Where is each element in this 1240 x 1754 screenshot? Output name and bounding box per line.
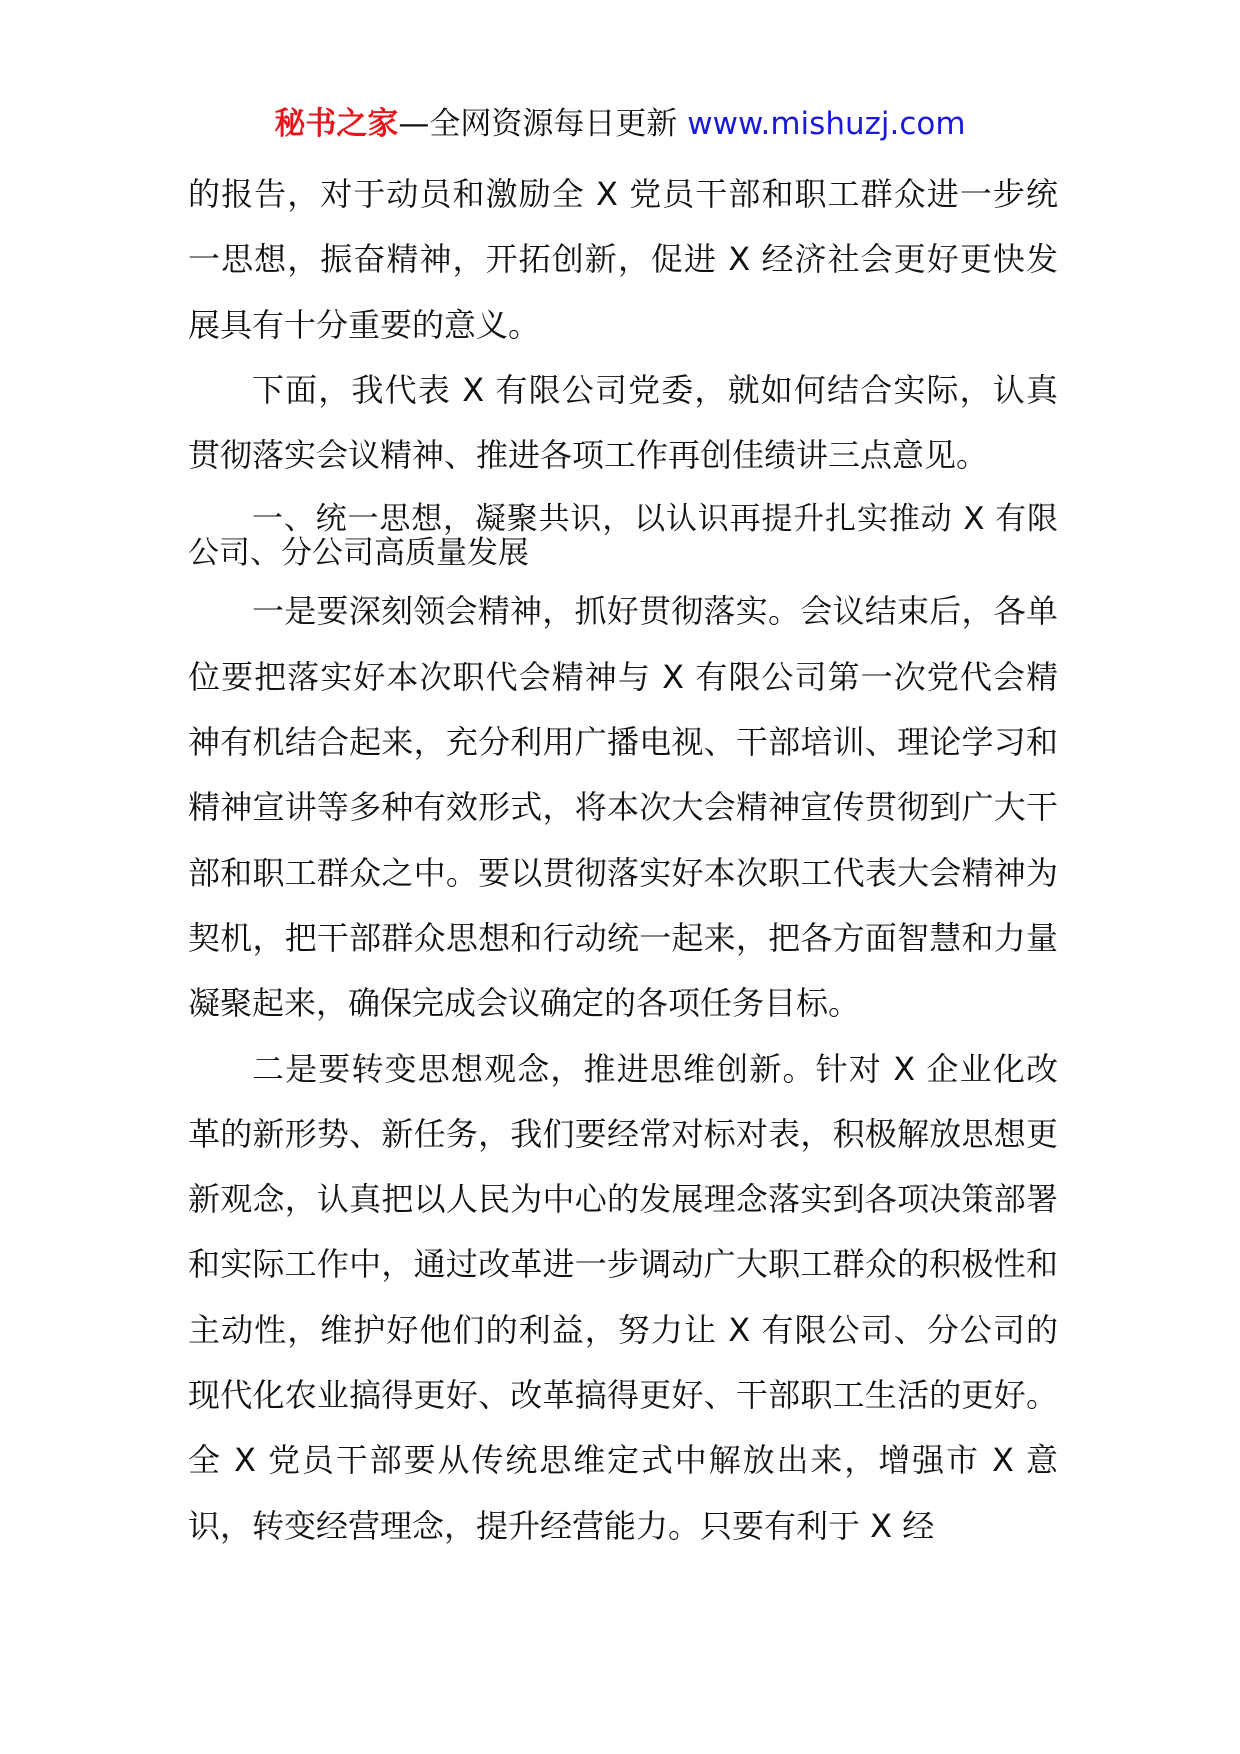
brand-name: 秘书之家 xyxy=(274,106,399,142)
header-tagline: —全网资源每日更新 xyxy=(398,106,688,142)
paragraph-point-1: 一是要深刻领会精神，抓好贯彻落实。会议结束后，各单位要把落实好本次职代会精神与 X 有限公司第一次党代会精神有机结合起来，充分利用广播电视、干部培训、理论学习和精神宣讲等多种有效形式，将本次大会精神宣传贯彻到广大干部和职工群众之中。要以贯彻落实好本次职工代表大会精神为契机，把干部群众思想和行动统一起来，把各方面智慧和力量凝聚起来，确保完成会议确定的各项任务目标。 xyxy=(188,592,1058,1023)
paragraph-point-2: 二是要转变思想观念，推进思维创新。针对 X 企业化改革的新形势、新任务，我们要经常对标对表，积极解放思想更新观念，认真把以人民为中心的发展理念落实到各项决策部署和实际工作中，通过改革进一步调动广大职工群众的积极性和主动性，维护好他们的利益，努力让 X 有限公司、分公司的现代化农业搞得更好、改革搞得更好、干部职工生活的更好。全 X 党员干部要从传统思维定式中解放出来，增强市 X 意识，转变经营理念，提升经营能力。只要有利于 X 经 xyxy=(188,1049,1058,1545)
paragraph-continuation: 的报告，对于动员和激励全 X 党员干部和职工群众进一步统一思想，振奋精神，开拓创新，促进 X 经济社会更好更快发展具有十分重要的意义。 xyxy=(188,175,1058,344)
document-body xyxy=(188,162,1058,1559)
section-heading-1: 一、统一思想，凝聚共识，以认识再提升扎实推动 X 有限公司、分公司高质量发展 xyxy=(188,501,1058,572)
page-header xyxy=(0,100,1240,148)
site-url-link[interactable]: www.mishuzj.com xyxy=(687,106,966,142)
paragraph-intro: 下面，我代表 X 有限公司党委，就如何结合实际，认真贯彻落实会议精神、推进各项工作再创佳绩讲三点意见。 xyxy=(188,370,1058,475)
